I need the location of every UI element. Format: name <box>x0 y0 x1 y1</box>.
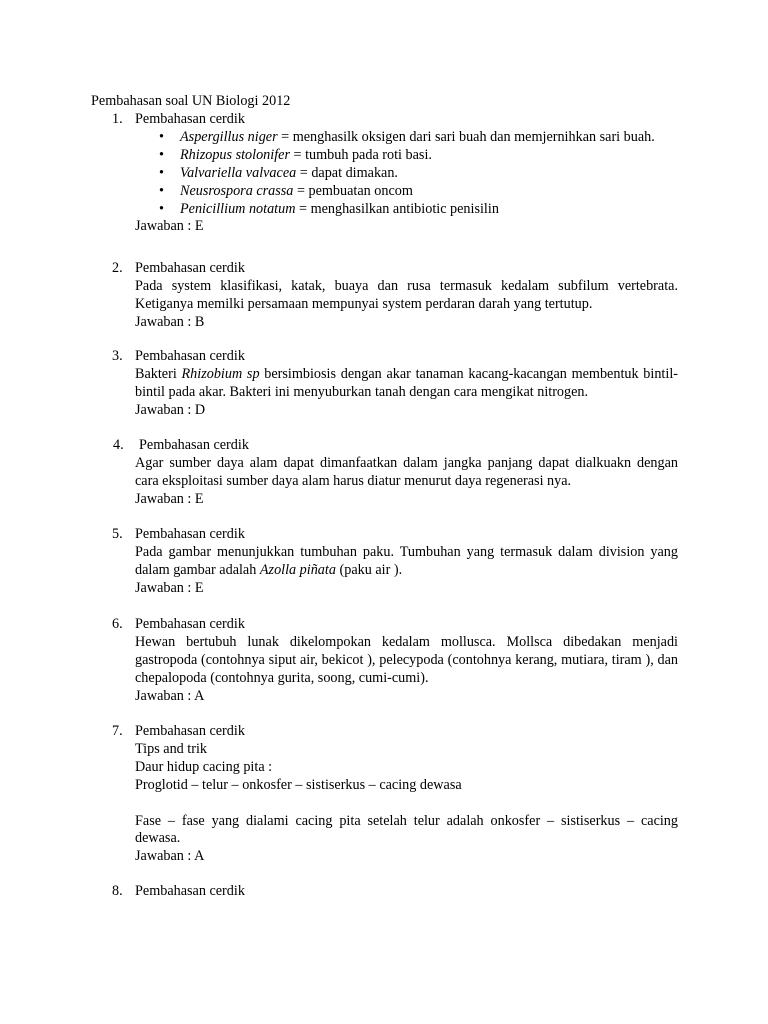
item-heading: Pembahasan cerdik <box>135 348 245 364</box>
item-paragraph: Agar sumber daya alam dapat dimanfaatkan dalam jangka panjang dapat dialkuakn dengan cara eksploitasi sumber daya alam harus diatur menurut daya regenerasi nya. <box>135 454 678 489</box>
item-number: 1. <box>112 111 123 127</box>
bullet-icon: • <box>159 200 164 217</box>
species-description: = menghasilkan antibiotic penisilin <box>295 200 499 217</box>
bullet-item <box>159 128 678 147</box>
bullet-item <box>159 182 678 201</box>
blank-line <box>135 795 678 813</box>
list-item-7 <box>0 723 768 866</box>
species-name: Azolla piñata <box>259 561 336 578</box>
item-heading: Pembahasan cerdik <box>135 616 245 632</box>
species-name: Neusrospora crassa <box>180 182 294 199</box>
list-item-1 <box>0 111 768 236</box>
bullet-item <box>159 164 678 183</box>
bullet-list <box>135 129 678 219</box>
cycle-sequence: Proglotid – telur – onkosfer – sistiserkus – cacing dewasa <box>135 776 462 793</box>
item-number: 2. <box>112 260 123 276</box>
species-name: Penicillium notatum <box>180 200 296 217</box>
species-description: = pembuatan oncom <box>293 182 413 199</box>
item-number: 7. <box>112 723 123 739</box>
item-paragraph <box>135 366 678 402</box>
list-item-5 <box>0 526 768 598</box>
item-heading: Pembahasan cerdik <box>139 437 249 453</box>
bullet-item <box>159 146 678 165</box>
paragraph-text: (paku air ). <box>335 561 403 578</box>
tips-label: Tips and trik <box>135 740 208 757</box>
item-heading: Pembahasan cerdik <box>135 526 245 542</box>
bullet-icon: • <box>159 146 164 163</box>
answer-line: Jawaban : E <box>135 218 204 235</box>
item-number: 3. <box>112 348 123 364</box>
answer-line: Jawaban : E <box>135 490 204 507</box>
item-heading: Pembahasan cerdik <box>135 111 245 127</box>
list-item-4 <box>0 437 768 509</box>
answer-line: Jawaban : E <box>135 579 204 596</box>
answer-line: Jawaban : A <box>135 687 205 704</box>
item-heading: Pembahasan cerdik <box>135 260 245 276</box>
item-number: 8. <box>112 883 123 899</box>
species-name: Valvariella valvacea <box>180 164 297 181</box>
document-title: Pembahasan soal UN Biologi 2012 <box>91 93 291 109</box>
item-paragraph: Fase – fase yang dialami cacing pita setelah telur adalah onkosfer – sistiserkus – cacing dewasa. <box>135 812 678 847</box>
item-paragraph: Pada system klasifikasi, katak, buaya dan rusa termasuk kedalam subfilum vertebrata. Ketiganya memilki persamaan mempunyai system perdaran darah yang tertutup. <box>135 277 678 312</box>
bullet-icon: • <box>159 182 164 199</box>
answer-line: Jawaban : D <box>135 401 206 418</box>
answer-line: Jawaban : A <box>135 848 205 865</box>
item-number: 6. <box>112 616 123 632</box>
item-heading: Pembahasan cerdik <box>135 883 245 899</box>
answer-line: Jawaban : B <box>135 313 205 330</box>
paragraph-text: Bakteri <box>135 365 182 382</box>
bullet-item <box>159 200 678 219</box>
item-heading: Pembahasan cerdik <box>135 723 245 739</box>
bullet-icon: • <box>159 128 164 145</box>
species-description: = tumbuh pada roti basi. <box>289 146 432 163</box>
species-name: Aspergillus niger <box>180 128 278 145</box>
paragraph-text: Pada gambar menunjukkan tumbuhan paku. Tumbuhan yang termasuk dalam division yang dalam gambar adalah <box>135 543 678 578</box>
paragraph-text: bersimbiosis dengan akar tanaman kacang-kacangan membentuk bintil-bintil pada akar. Bakteri ini menyuburkan tanah dengan cara mengikat nitrogen. <box>135 365 678 400</box>
item-paragraph: Hewan bertubuh lunak dikelompokan kedalam mollusca. Mollsca dibedakan menjadi gastropoda (contohnya siput air, bekicot ), pelecypoda (contohnya kerang, mutiara, tiram ), dan chepalopoda (contohnya gurita, soong, cumi-cumi). <box>135 633 678 686</box>
item-number: 4. <box>113 437 124 453</box>
list-item-3 <box>0 348 768 420</box>
list-item-6 <box>0 616 768 706</box>
bullet-icon: • <box>159 164 164 181</box>
species-description: = dapat dimakan. <box>296 164 398 181</box>
cycle-label: Daur hidup cacing pita : <box>135 758 273 775</box>
species-description: = menghasilk oksigen dari sari buah dan memjernihkan sari buah. <box>277 128 655 145</box>
species-name: Rhizobium sp <box>181 365 260 382</box>
item-number: 5. <box>112 526 123 542</box>
species-name: Rhizopus stolonifer <box>180 146 290 163</box>
list-item-8 <box>0 883 768 901</box>
item-paragraph <box>135 544 678 580</box>
list-item-2 <box>0 260 768 332</box>
